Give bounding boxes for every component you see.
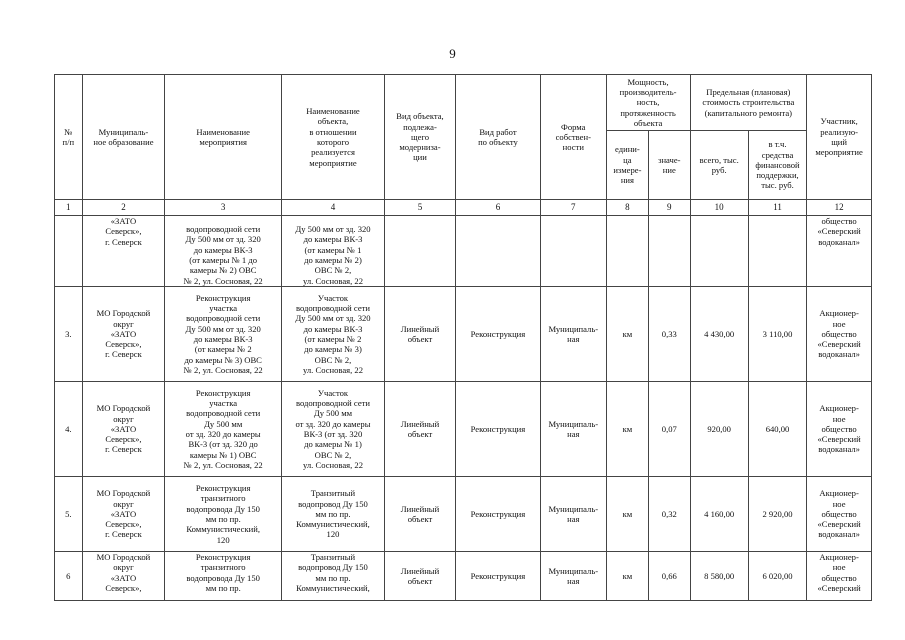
- cell-value: 0,66: [649, 552, 690, 601]
- header-capacity: Мощность, производитель- ность, протяженность объекта: [606, 75, 690, 131]
- cell-ownership: [540, 216, 606, 287]
- cell-measure: водопроводной сети Ду 500 мм от зд. 320 до камеры ВК-3 (от камеры № 1 до камеры № 2) ОВС № 2, ул. Сосновая, 22: [165, 216, 282, 287]
- column-number: 9: [649, 200, 690, 216]
- cell-support: 2 920,00: [748, 477, 806, 552]
- cell-participant: Акционер- ное общество «Северский водоканал»: [807, 287, 872, 382]
- cell-work-type: [456, 216, 541, 287]
- column-number: 4: [282, 200, 385, 216]
- cell-number: 3.: [55, 287, 83, 382]
- cell-work-type: Реконструкция: [456, 477, 541, 552]
- cell-object-type: [384, 216, 455, 287]
- column-number: 12: [807, 200, 872, 216]
- cell-total: 4 430,00: [690, 287, 748, 382]
- cell-value: 0,32: [649, 477, 690, 552]
- cell-total: 4 160,00: [690, 477, 748, 552]
- cell-municipality: МО Городской округ «ЗАТО Северск», г. Северск: [82, 382, 165, 477]
- column-numbers-row: [55, 200, 872, 216]
- cell-measure: Реконструкция участка водопроводной сети Ду 500 мм от зд. 320 до камеры ВК-3 (от зд. 320 до камеры № 1) ОВС № 2, ул. Сосновая, 22: [165, 382, 282, 477]
- header-object-type: Вид объекта, подлежа- щего модерниза- ции: [384, 75, 455, 200]
- header-measure: Наименование мероприятия: [165, 75, 282, 200]
- cell-ownership: Муниципаль- ная: [540, 287, 606, 382]
- column-number: 2: [82, 200, 165, 216]
- header-unit: едини- ца измере- ния: [606, 131, 648, 200]
- cell-total: 8 580,00: [690, 552, 748, 601]
- cell-object: Транзитный водопровод Ду 150 мм по пр. Коммунистический, 120: [282, 477, 385, 552]
- cell-object: Участок водопроводной сети Ду 500 мм от зд. 320 до камеры ВК-3 (от камеры № 2 до камеры № 3) ОВС № 2, ул. Сосновая, 22: [282, 287, 385, 382]
- cell-unit: км: [606, 382, 648, 477]
- cell-object: Ду 500 мм от зд. 320 до камеры ВК-3 (от камеры № 1 до камеры № 2) ОВС № 2, ул. Сосновая, 22: [282, 216, 385, 287]
- cell-work-type: Реконструкция: [456, 552, 541, 601]
- column-number: 10: [690, 200, 748, 216]
- cell-measure: Реконструкция транзитного водопровода Ду 150 мм по пр.: [165, 552, 282, 601]
- cell-object: Транзитный водопровод Ду 150 мм по пр. Коммунистический,: [282, 552, 385, 601]
- cell-ownership: Муниципаль- ная: [540, 382, 606, 477]
- table-row: [55, 382, 872, 477]
- cell-support: 3 110,00: [748, 287, 806, 382]
- column-number: 5: [384, 200, 455, 216]
- cell-number: [55, 216, 83, 287]
- cell-unit: км: [606, 477, 648, 552]
- cell-support: 6 020,00: [748, 552, 806, 601]
- cell-object-type: Линейный объект: [384, 382, 455, 477]
- cell-unit: км: [606, 287, 648, 382]
- cell-value: [649, 216, 690, 287]
- cell-ownership: Муниципаль- ная: [540, 552, 606, 601]
- cell-number: 6: [55, 552, 83, 601]
- cell-work-type: Реконструкция: [456, 382, 541, 477]
- cell-participant: Акционер- ное общество «Северский водоканал»: [807, 477, 872, 552]
- column-number: 11: [748, 200, 806, 216]
- cell-municipality: МО Городской округ «ЗАТО Северск»,: [82, 552, 165, 601]
- cell-object-type: Линейный объект: [384, 287, 455, 382]
- cell-participant: Акционер- ное общество «Северский: [807, 552, 872, 601]
- table-row: [55, 287, 872, 382]
- header-support: в т.ч. средства финансовой поддержки, тыс. руб.: [748, 131, 806, 200]
- header-number: № п/п: [55, 75, 83, 200]
- header-work-type: Вид работ по объекту: [456, 75, 541, 200]
- cell-total: [690, 216, 748, 287]
- cell-municipality: МО Городской округ «ЗАТО Северск», г. Северск: [82, 287, 165, 382]
- cell-unit: [606, 216, 648, 287]
- cell-measure: Реконструкция участка водопроводной сети Ду 500 мм от зд. 320 до камеры ВК-3 (от камеры № 2 до камеры № 3) ОВС № 2, ул. Сосновая, 22: [165, 287, 282, 382]
- activities-table: [54, 74, 872, 601]
- header-total: всего, тыс. руб.: [690, 131, 748, 200]
- header-municipality: Муниципаль- ное образование: [82, 75, 165, 200]
- header-cost: Предельная (плановая) стоимость строительства (капитального ремонта): [690, 75, 807, 131]
- cell-number: 5.: [55, 477, 83, 552]
- cell-unit: км: [606, 552, 648, 601]
- table-row: [55, 216, 872, 287]
- cell-value: 0,33: [649, 287, 690, 382]
- cell-object-type: Линейный объект: [384, 477, 455, 552]
- cell-work-type: Реконструкция: [456, 287, 541, 382]
- page-number: 9: [449, 46, 456, 61]
- header-object: Наименование объекта, в отношении которого реализуется мероприятие: [282, 75, 385, 200]
- cell-support: [748, 216, 806, 287]
- column-number: 3: [165, 200, 282, 216]
- header-value: значе- ние: [649, 131, 690, 200]
- table-row: [55, 477, 872, 552]
- column-number: 7: [540, 200, 606, 216]
- cell-participant: Акционер- ное общество «Северский водоканал»: [807, 382, 872, 477]
- column-number: 8: [606, 200, 648, 216]
- cell-total: 920,00: [690, 382, 748, 477]
- cell-participant: общество «Северский водоканал»: [807, 216, 872, 287]
- cell-object: Участок водопроводной сети Ду 500 мм от зд. 320 до камеры ВК-3 (от зд. 320 до камеры № 1) ОВС № 2, ул. Сосновая, 22: [282, 382, 385, 477]
- cell-municipality: «ЗАТО Северск», г. Северск: [82, 216, 165, 287]
- cell-number: 4.: [55, 382, 83, 477]
- header-participant: Участник, реализую- щий мероприятие: [807, 75, 872, 200]
- column-number: 6: [456, 200, 541, 216]
- cell-ownership: Муниципаль- ная: [540, 477, 606, 552]
- cell-value: 0,07: [649, 382, 690, 477]
- cell-municipality: МО Городской округ «ЗАТО Северск», г. Северск: [82, 477, 165, 552]
- column-number: 1: [55, 200, 83, 216]
- cell-object-type: Линейный объект: [384, 552, 455, 601]
- cell-measure: Реконструкция транзитного водопровода Ду 150 мм по пр. Коммунистический, 120: [165, 477, 282, 552]
- table-row: [55, 552, 872, 601]
- header-ownership: Форма собствен- ности: [540, 75, 606, 200]
- cell-support: 640,00: [748, 382, 806, 477]
